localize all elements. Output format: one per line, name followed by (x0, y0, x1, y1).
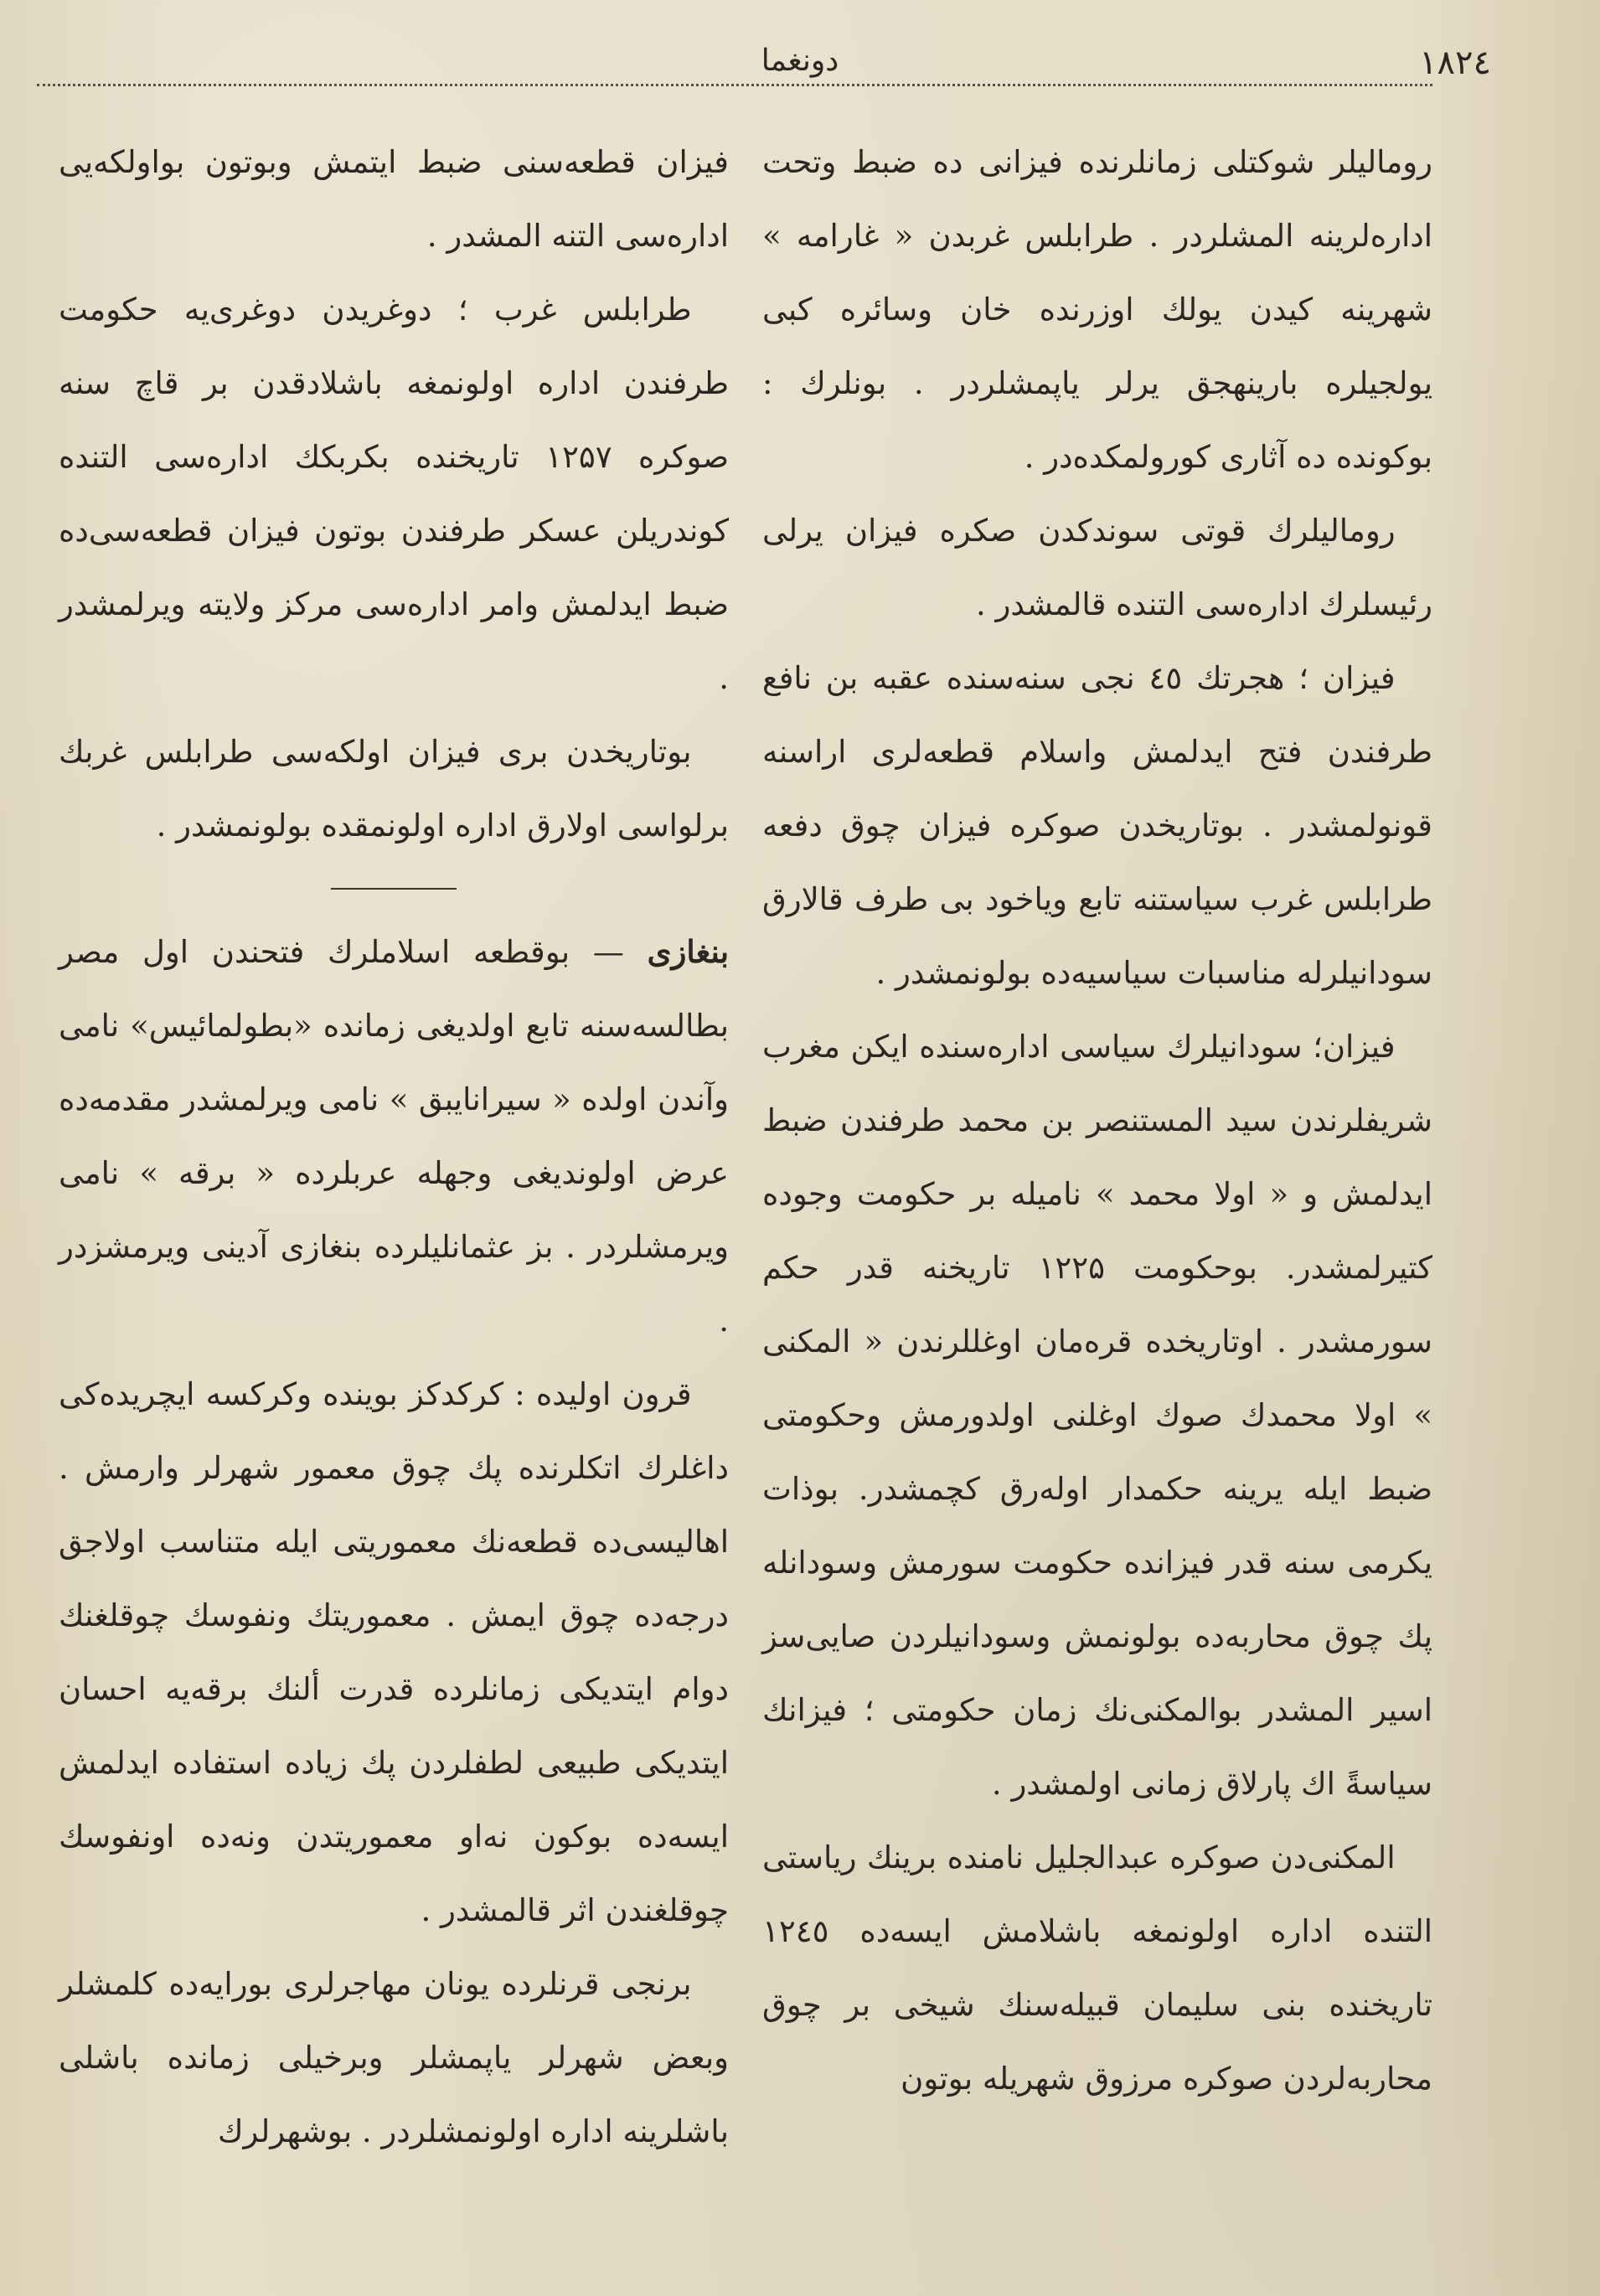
right-column (762, 126, 1432, 2116)
paragraph: فيزان قطعەسنی ضبط ايتمش وبوتون بواولكه‌يی ادارەسی التنه المشدر . (59, 144, 729, 254)
paragraph: روماليلرك قوتی سوندكدن صكره فيزان يرلی رئيسلرك ادارەسی التنده قالمشدر . (762, 513, 1432, 622)
benghazi-section (59, 915, 729, 1358)
left-column (59, 126, 729, 2169)
paragraph: بوتاريخدن بری فيزان اولكەسی طرابلس غربك برلواسی اولارق اداره اولونمقده بولونمشدر . (59, 734, 729, 844)
section-heading: بنغازی (647, 933, 729, 970)
page-header (59, 44, 1541, 94)
paragraph: المكنی‌دن صوكره عبدالجليل نامنده برينك رياستی التنده اداره اولونمغه باشلامش ايسه‌ده ۱۲٤٥ تاريخنده بنی سليمان قبيلەسنك شيخی بر چوق محاربەلردن صوكره مرزوق شهريله بوتون (762, 1839, 1432, 2097)
paragraph: برنجی قرنلرده يونان مهاجرلری بورايه‌ده كلمشلر وبعض شهرلر ياپمشلر وبرخيلی زمانده باشلی باشلرينه اداره اولونمشلردر . بوشهرلرك (59, 1966, 729, 2149)
paragraph: فيزان؛ سودانيلرك سياسی ادارەسنده ايكن مغرب شريفلرندن سيد المستنصر بن محمد طرفندن ضبط ايدلمش و « اولا محمد » ناميله بر حكومت وجوده كتيرلمشدر. بوحكومت ۱۲۲۵ تاريخنه قدر حكم سورمشدر . اوتاريخده قرەمان اوغللرندن « المكنی » اولا محمدك صوك اوغلنی اولدورمش وحكومتی ضبط ايله يرينه حكمدار اولەرق كچمشدر. بوذات يكرمی سنه قدر فيزانده حكومت سورمش وسودانله پك چوق محاربەده بولونمش وسودانيلردن صايی‌سز اسير المشدر بوالمكنی‌نك زمان حكومتی ؛ فيزانك سياسةً اك پارلاق زمانی اولمشدر . (762, 1029, 1432, 1802)
paragraph: طرابلس غرب ؛ دوغريدن دوغری‌يه حكومت طرفندن اداره اولونمغه باشلادقدن بر قاچ سنه صوكره ۱۲۵۷ تاريخنده بكربكك ادارەسی التنده كوندريلن عسكر طرفندن بوتون فيزان قطعەسی‌ده ضبط ايدلمش وامر ادارەسی مركز ولايته ويرلمشدر . (59, 292, 729, 696)
running-title: دونغما (761, 44, 839, 78)
header-rule (37, 84, 1432, 86)
section-separator (331, 888, 457, 890)
section-intro: — بوقطعه اسلاملرك فتحندن اول مصر بطالسەسنه تابع اولديغی زمانده «بطولمائيس» نامی وآندن اولده « سيرانايبق » نامی ويرلمشدر مقدمەده عرض اولونديغی وجهله عربلرده « برقه » نامی ويرمشلردر . بز عثمانليلرده بنغازی آدينی ويرمشزدر . (59, 934, 729, 1339)
page-number: ۱۸۲٤ (1419, 44, 1491, 82)
paragraph: روماليلر شوكتلی زمانلرنده فيزانی ده ضبط وتحت ادارەلرينه المشلردر . طرابلس غربدن « غارامه » شهرينه كيدن يولك اوزرنده خان وسائره كبی يولجيلره بارينهجق يرلر ياپمشلردر . بونلرك : بوكونده ده آثاری كورولمكده‌در . (762, 144, 1432, 475)
paragraph: قرون اوليده : كركدكز بوينده وكركسه ايچريده‌كی داغلرك اتكلرنده پك چوق معمور شهرلر وارمش . اهاليسی‌ده قطعەنك معموريتی ايله متناسب اولاجق درجەده چوق ايمش . معموريتك ونفوسك چوقلغنك دوام ايتديكی زمانلرده قدرت ألنك برقەيه احسان ايتديكی طبيعی لطفلردن پك زياده استفاده ايدلمش ايسه‌ده بوكون نه‌او معموريتدن ونه‌ده اونفوسك چوقلغندن اثر قالمشدر . (59, 1376, 729, 1928)
paragraph: فيزان ؛ هجرتك ٤٥ نجی سنەسنده عقبه بن نافع طرفندن فتح ايدلمش واسلام قطعەلری اراسنه قونولمشدر . بوتاريخدن صوكره فيزان چوق دفعه طرابلس غرب سياستنه تابع وياخود بی طرف قالارق سودانيلرله مناسبات سياسيه‌ده بولونمشدر . (762, 660, 1432, 991)
